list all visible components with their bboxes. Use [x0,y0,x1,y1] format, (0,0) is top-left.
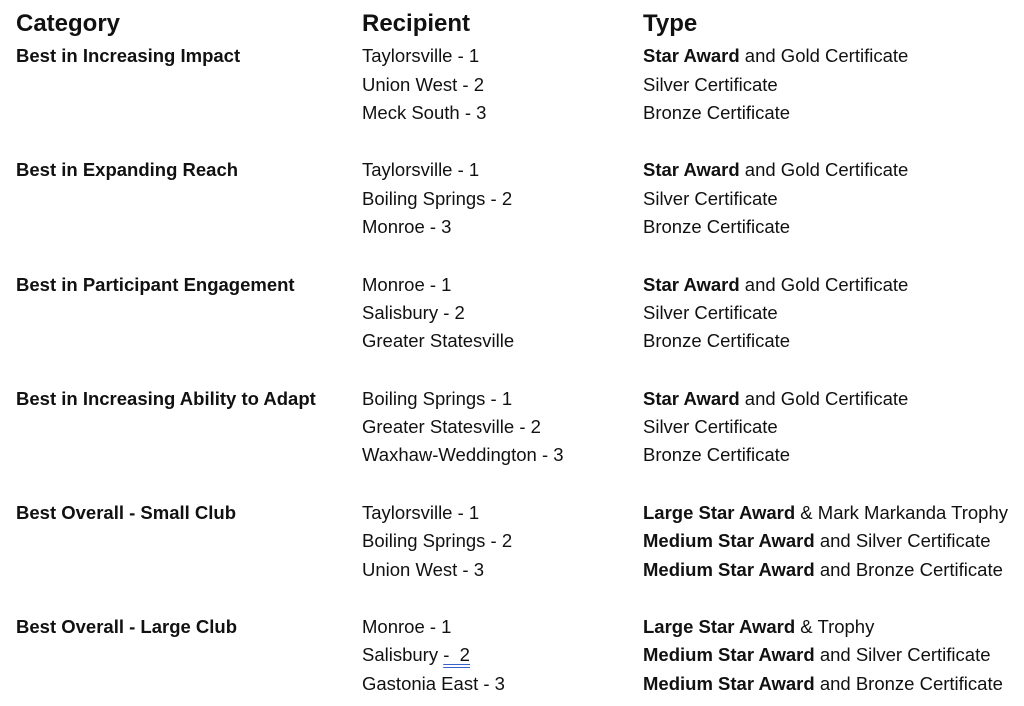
award-type-rest: and Gold Certificate [739,159,909,181]
award-type-bold: Large Star Award [643,616,796,638]
award-row [16,499,1016,527]
recipient: Taylorsville - 1 [362,159,480,181]
award-type [643,673,1016,695]
award-group [16,613,1016,698]
award-group [16,156,1016,241]
recipient: Salisbury - 2 [362,301,465,323]
recipient-name: Salisbury [362,644,444,666]
award-row [16,527,1016,555]
award-row [16,555,1016,583]
award-group [16,270,1016,355]
recipient [362,644,643,666]
award-type [643,274,1016,296]
award-type-rest: Silver Certificate [643,416,778,438]
award-type-rest: Silver Certificate [643,301,778,323]
recipient: Monroe - 1 [362,273,452,295]
award-type-bold: Medium Star Award [643,558,815,580]
award-type [643,416,1016,438]
award-type-rest: and Silver Certificate [814,644,991,666]
award-row [16,413,1016,441]
recipient-header: Recipient [362,10,471,37]
award-type-rest: and Bronze Certificate [814,558,1003,580]
award-type-rest: and Bronze Certificate [814,672,1003,694]
award-type-bold: Medium Star Award [643,672,815,694]
award-row [16,670,1016,698]
award-type [643,444,1016,466]
recipient: Boiling Springs - 2 [362,187,513,209]
category-label: Best in Increasing Impact [16,45,241,67]
award-type [643,188,1016,210]
award-type-bold: Star Award [643,159,740,181]
award-type [643,74,1016,96]
award-row [16,185,1016,213]
recipient: Waxhaw-Weddington - 3 [362,444,564,466]
recipient-rank-flagged: - 2 [443,644,470,666]
award-type-bold: Star Award [643,45,740,67]
category-label: Best Overall - Small Club [16,501,237,523]
award-type [643,616,1016,638]
recipient: Greater Statesville [362,330,515,352]
recipient: Monroe - 3 [362,216,452,238]
award-type-bold: Large Star Award [643,501,796,523]
award-type [643,502,1016,524]
recipient: Meck South - 3 [362,101,487,123]
award-type [643,644,1016,666]
category-label: Best in Expanding Reach [16,159,239,181]
award-type-bold: Medium Star Award [643,530,815,552]
recipient: Monroe - 1 [362,616,452,638]
award-type-rest: and Silver Certificate [814,530,991,552]
category-header: Category [16,10,121,37]
award-row [16,70,1016,98]
award-type-rest: and Gold Certificate [739,45,909,67]
recipient: Gastonia East - 3 [362,672,505,694]
recipient: Boiling Springs - 2 [362,530,513,552]
award-row [16,641,1016,669]
award-row [16,613,1016,641]
type-header: Type [643,10,698,37]
award-type [643,216,1016,238]
award-type [643,302,1016,324]
award-type [643,559,1016,581]
award-type [643,45,1016,67]
category-label: Best in Participant Engagement [16,273,295,295]
award-group [16,42,1016,127]
award-type-rest: and Gold Certificate [739,273,909,295]
awards-document [16,8,1016,698]
award-type-rest: Bronze Certificate [643,216,791,238]
award-type-rest: Bronze Certificate [643,101,791,123]
award-group [16,385,1016,470]
recipient: Greater Statesville - 2 [362,416,541,438]
award-type-rest: Silver Certificate [643,187,778,209]
award-type-rest: Bronze Certificate [643,330,791,352]
award-type-rest: and Gold Certificate [739,387,909,409]
award-group [16,499,1016,584]
award-row [16,327,1016,355]
award-type-rest: Silver Certificate [643,73,778,95]
category-label: Best in Increasing Ability to Adapt [16,387,316,409]
award-type [643,530,1016,552]
header-row [16,8,1016,40]
award-type-bold: Star Award [643,273,740,295]
award-row [16,42,1016,70]
award-type [643,330,1016,352]
recipient: Union West - 3 [362,558,485,580]
recipient: Taylorsville - 1 [362,45,480,67]
award-type [643,388,1016,410]
award-row [16,441,1016,469]
recipient: Boiling Springs - 1 [362,387,513,409]
award-row [16,385,1016,413]
award-type-bold: Star Award [643,387,740,409]
award-row [16,270,1016,298]
award-type [643,159,1016,181]
category-label: Best Overall - Large Club [16,616,238,638]
award-row [16,99,1016,127]
recipient: Union West - 2 [362,73,485,95]
award-row [16,156,1016,184]
recipient: Taylorsville - 1 [362,501,480,523]
award-type-rest: & Mark Markanda Trophy [795,501,1009,523]
award-type-rest: & Trophy [795,616,875,638]
award-type-bold: Medium Star Award [643,644,815,666]
award-type-rest: Bronze Certificate [643,444,791,466]
award-row [16,299,1016,327]
award-row [16,213,1016,241]
award-type [643,102,1016,124]
